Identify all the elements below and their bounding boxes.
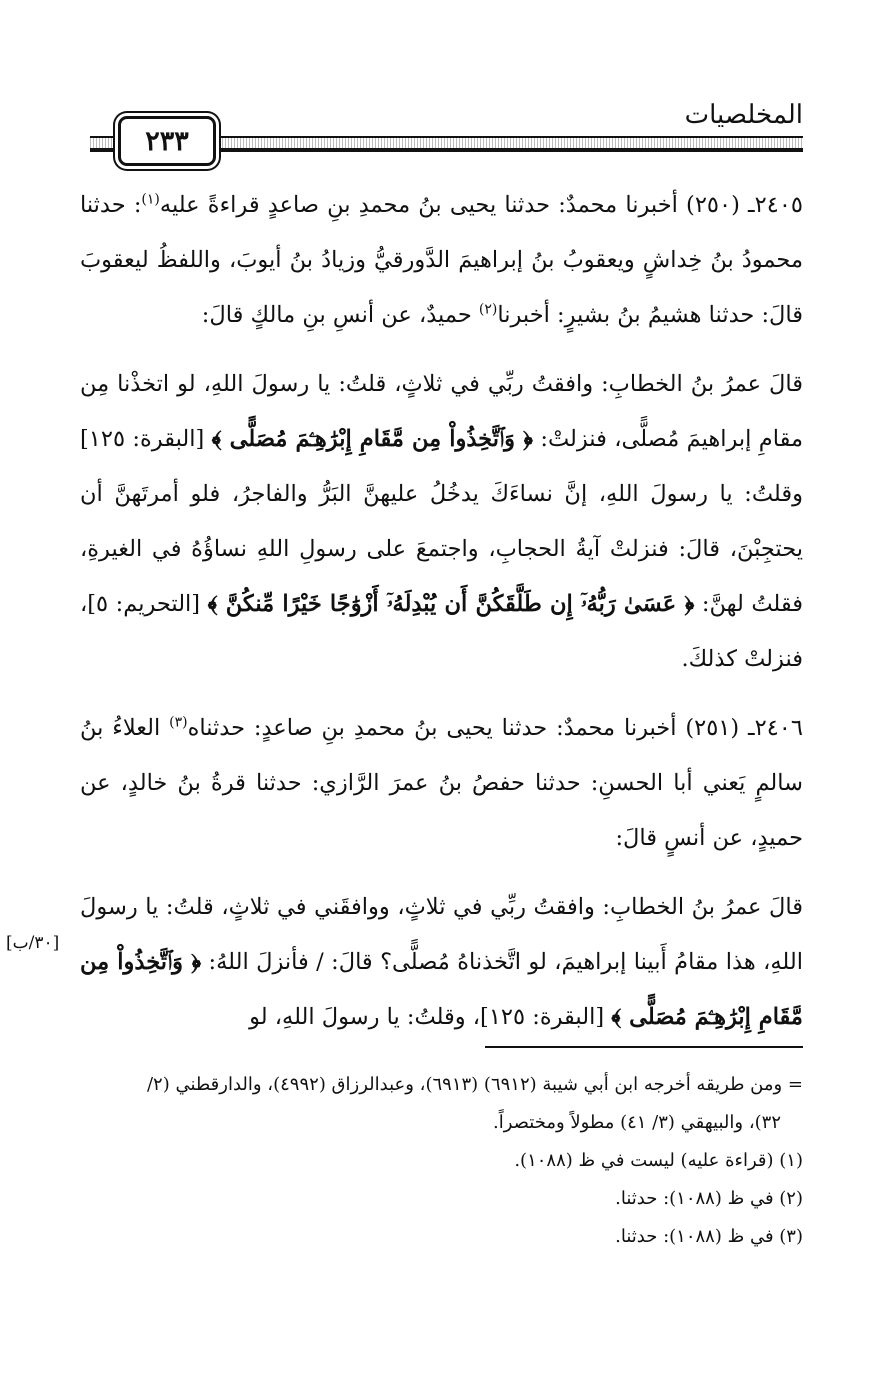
text-run: العلاءُ بنُ سالمٍ يَعني أبا الحسنِ: حدثنا حفصُ بنُ عمرَ الرَّازي: حدثنا قرةُ بنُ خالدٍ، عن حميدٍ، عن أنسٍ قالَ: [80, 715, 803, 851]
text-run: ٢٤٠٥ـ (٢٥٠) أخبرنا محمدٌ: حدثنا يحيى بنُ محمدِ بنِ صاعدٍ قراءةً عليه [159, 192, 803, 218]
manuscript-folio-marker: [٣٠/ب] [6, 933, 60, 953]
quran-quote: ﴿ عَسَىٰ رَبُّهُۥٓ إِن طَلَّقَكُنَّ أَن يُبْدِلَهُۥٓ أَزْوَٰجًا خَيْرًا مِّنكُنَّ ﴾ [207, 591, 695, 617]
text-run: حميدٌ، عن أنسِ بنِ مالكٍ قالَ: [201, 302, 479, 328]
text-run: [التحريم: ٥]، فنزلتْ كذلكَ. [80, 591, 803, 672]
footnote-continuation: = ومن طريقه أخرجه ابن أبي شيبة (٦٩١٢) (٦٩١٣)، وعبدالرزاق (٤٩٩٢)، والدارقطني (٢/ ٣٢)، والبيهقي (٣/ ٤١) مطولاً ومختصراً. [146, 1074, 803, 1133]
quran-quote: ﴿ وَٱتَّخِذُواْ مِن مَّقَامِ إِبْرَٰهِـۧمَ مُصَلًّى ﴾ [80, 949, 803, 1030]
footnote-ref: (٣) [169, 714, 188, 731]
quran-quote: ﴿ وَٱتَّخِذُواْ مِن مَّقَامِ إِبْرَٰهِـۧمَ مُصَلًّى ﴾ [211, 426, 533, 452]
main-text [80, 178, 803, 1045]
text-run: ٢٤٠٦ـ (٢٥١) أخبرنا محمدٌ: حدثنا يحيى بنُ محمدِ بنِ صاعدٍ: حدثناه [187, 715, 803, 741]
footnotes [110, 1066, 803, 1256]
paragraph-hadith-2405 [80, 178, 803, 343]
footnote-ref: (٢) [478, 301, 498, 318]
page-number: ٢٣٣ [118, 116, 216, 166]
paragraph-hadith-2406 [80, 701, 803, 866]
running-header-title: المخلصيات [684, 100, 803, 130]
footnote-item: (٢) في ظ (١٠٨٨): حدثنا. [615, 1188, 803, 1209]
text-run: : حدثنا محمودُ بنُ خِداشٍ ويعقوبُ بنُ إبراهيمَ الدَّورقيُّ وزيادُ بنُ أيوبَ، واللفظُ ليعقوبَ قالَ: حدثنا هشيمُ بنُ بشيرٍ: أخبرنا [80, 192, 803, 328]
text-run: قالَ عمرُ بنُ الخطابِ: وافقتُ ربِّي في ثلاثٍ، قلتُ: يا رسولَ اللهِ، لو اتخذْنا مِن مقامِ إبراهيمَ مُصلًّى، فنزلتْ: [80, 371, 803, 452]
text-run: [البقرة: ١٢٥]، وقلتُ: يا رسولَ اللهِ، لو [249, 1004, 612, 1030]
footnote-item: (١) (قراءة عليه) ليست في ظ (١٠٨٨). [514, 1150, 803, 1171]
paragraph-umar-narration [80, 357, 803, 687]
footnote-ref: (١) [141, 191, 160, 208]
paragraph-umar-narration-2 [80, 880, 803, 1045]
text-run: [البقرة: ١٢٥] وقلتُ: يا رسولَ اللهِ، إنَّ نساءَكَ يدخُلُ عليهنَّ البَرُّ والفاجرُ، فلو أمرتَهنَّ أن يحتجِبْنَ، قالَ: فنزلتْ آيةُ الحجابِ، واجتمعَ على رسولِ اللهِ نساؤُهُ في الغيرةِ، فقلتُ لهنَّ: [80, 426, 804, 617]
footnote-item: (٣) في ظ (١٠٨٨): حدثنا. [615, 1226, 803, 1247]
text-run: قالَ عمرُ بنُ الخطابِ: وافقتُ ربِّي في ثلاثٍ، ووافقَني في ثلاثٍ، قلتُ: يا رسولَ اللهِ، هذا مقامُ أَبينا إبراهيمَ، لو اتَّخذناهُ مُصلًّى؟ قالَ: / فأنزلَ اللهُ: [80, 894, 803, 975]
footnote-separator [485, 1046, 803, 1048]
